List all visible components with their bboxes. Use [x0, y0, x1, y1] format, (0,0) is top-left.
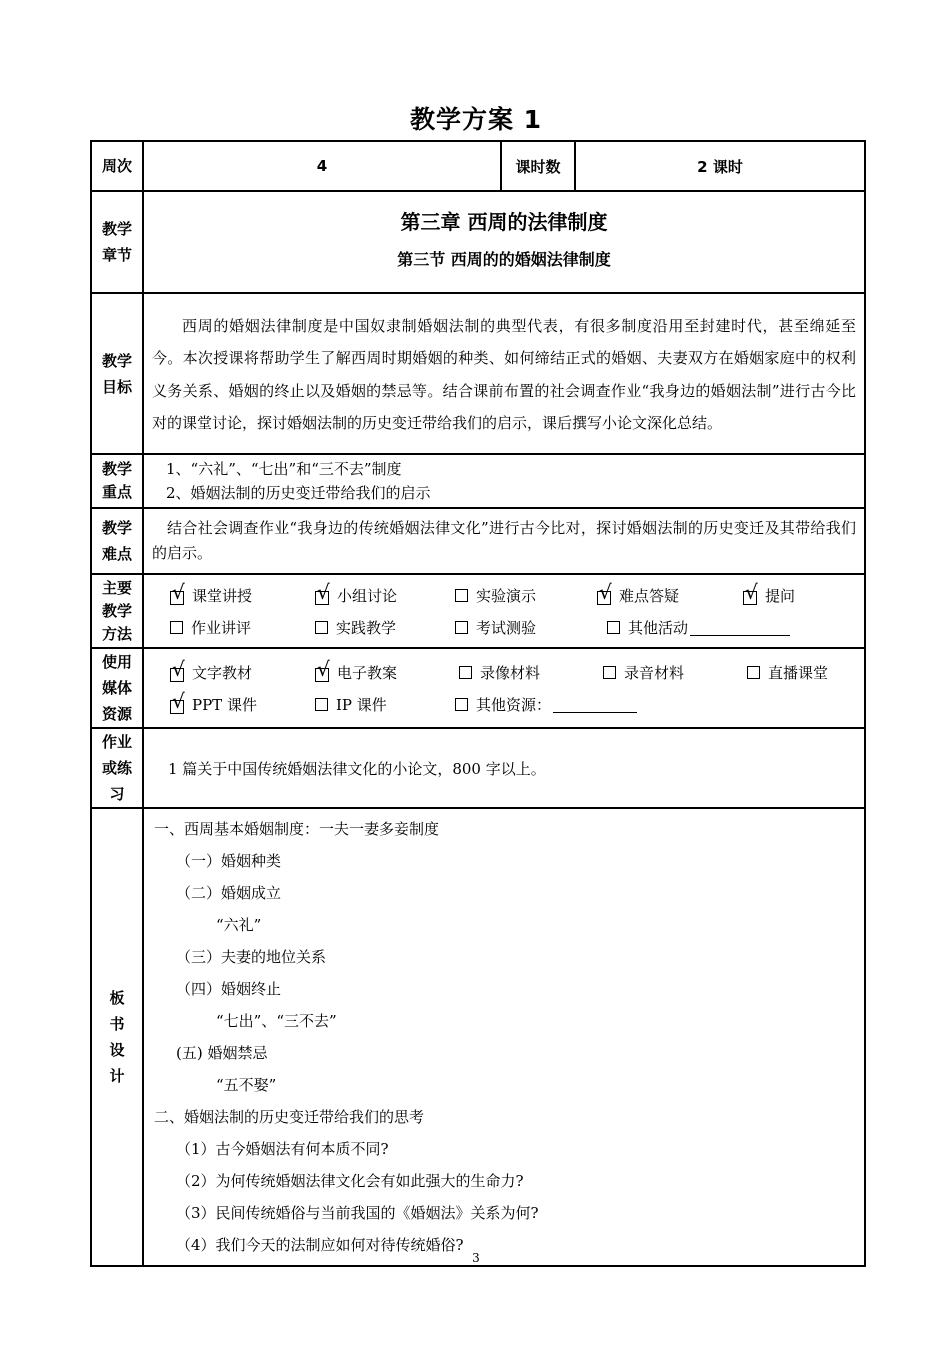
media-option[interactable] [315, 657, 459, 683]
board-line: （1）古今婚姻法有何本质不同? [176, 1140, 389, 1158]
media-option-label: 直播课堂 [768, 663, 829, 682]
board-line: （4）我们今天的法制应如何对待传统婚俗? [176, 1236, 464, 1254]
media-label [91, 648, 143, 728]
difficulty-cell [143, 508, 865, 574]
media-row-2 [170, 691, 864, 717]
chapter-row [91, 191, 865, 293]
methods-row-1 [170, 582, 864, 608]
media-option[interactable] [459, 662, 603, 683]
board-line: （四）婚姻终止 [176, 980, 282, 998]
media-option-label: 文字教材 [192, 663, 253, 682]
methods-row-2 [170, 614, 864, 640]
methods-cell [143, 574, 865, 648]
empty-box-icon [603, 666, 616, 679]
board-line: （3）民间传统婚俗与当前我国的《婚姻法》关系为何? [176, 1204, 539, 1222]
board-lines [144, 809, 864, 1265]
board-line: 二、婚姻法制的历史变迁带给我们的思考 [154, 1108, 425, 1126]
board-line: (五) 婚姻禁忌 [176, 1044, 268, 1062]
media-option-label: 电子教案 [337, 663, 398, 682]
empty-box-icon [455, 589, 468, 602]
method-option-label: 课堂讲授 [192, 586, 253, 605]
method-option[interactable] [315, 617, 455, 638]
board-line: 一、西周基本婚姻制度：一夫一妻多妾制度 [154, 820, 440, 838]
chapter-title: 第三章 西周的法律制度 [400, 210, 608, 234]
checked-box-icon: √ [172, 657, 185, 681]
empty-box-icon [315, 698, 328, 711]
method-option[interactable] [455, 585, 597, 606]
board-line: （三）夫妻的地位关系 [176, 948, 327, 966]
method-option[interactable] [607, 617, 790, 638]
methods-label [91, 574, 143, 648]
checked-box-icon: √ [599, 580, 612, 604]
empty-box-icon [455, 698, 468, 711]
board-line: （一）婚姻种类 [176, 852, 282, 870]
media-row [91, 648, 865, 728]
goal-cell [143, 293, 865, 454]
media-option-label: 录像材料 [480, 663, 541, 682]
method-option-label: 提问 [765, 586, 796, 605]
difficulty-text: 结合社会调查作业“我身边的传统婚姻法律文化”进行古今比对，探讨婚姻法制的历史变迁及其带给我们的启示。 [152, 519, 856, 562]
media-option[interactable] [603, 662, 747, 683]
method-option-label: 小组讨论 [337, 586, 398, 605]
section-title: 第三节 西周的的婚姻法律制度 [397, 250, 611, 269]
empty-box-icon [455, 621, 468, 634]
homework-row [91, 728, 865, 808]
board-label-text: 板 书 设 计 [109, 989, 125, 1085]
lesson-plan-table [90, 140, 866, 1267]
board-row [91, 808, 865, 1266]
empty-box-icon [315, 621, 328, 634]
board-line: “五不娶” [216, 1076, 277, 1094]
method-option-label: 实践教学 [336, 618, 397, 637]
homework-cell [143, 728, 865, 808]
media-cell [143, 648, 865, 728]
method-option-label: 作业讲评 [191, 618, 252, 637]
empty-box-icon [170, 621, 183, 634]
empty-box-icon [459, 666, 472, 679]
board-cell [143, 808, 865, 1266]
week-row [91, 141, 865, 191]
hours-value: 2 课时 [575, 141, 865, 191]
difficulty-label-text: 教学 难点 [101, 519, 132, 563]
method-option[interactable] [597, 580, 743, 606]
other-resource-blank[interactable] [553, 696, 637, 713]
board-label [91, 808, 143, 1266]
media-option-label: IP 课件 [336, 695, 387, 714]
hours-label: 课时数 [501, 141, 575, 191]
chapter-label-text: 教学 章节 [101, 220, 132, 264]
key-points-row [91, 454, 865, 508]
method-option[interactable] [170, 617, 315, 638]
methods-label-text: 主要 教学 方法 [101, 578, 132, 643]
board-line: “七出”、“三不去” [216, 1012, 337, 1030]
method-option[interactable] [455, 617, 607, 638]
difficulty-label [91, 508, 143, 574]
methods-row [91, 574, 865, 648]
method-option[interactable] [170, 580, 315, 606]
checked-box-icon: √ [317, 580, 330, 604]
homework-label-text: 作业 或练 习 [101, 733, 132, 803]
key-point-item: 2、婚姻法制的历史变迁带给我们的启示 [166, 484, 431, 502]
checked-box-icon: √ [745, 580, 758, 604]
other-activity-blank[interactable] [690, 619, 790, 636]
goal-label [91, 293, 143, 454]
media-option[interactable] [170, 689, 315, 715]
media-option-label: 其他资源： [476, 695, 552, 714]
empty-box-icon [747, 666, 760, 679]
method-option[interactable] [743, 580, 796, 606]
difficulty-row [91, 508, 865, 574]
board-line: （2）为何传统婚姻法律文化会有如此强大的生命力? [176, 1172, 524, 1190]
homework-text: 1 篇关于中国传统婚姻法律文化的小论文，800 字以上。 [168, 759, 546, 778]
key-points-cell [143, 454, 865, 508]
media-option[interactable] [170, 657, 315, 683]
media-row-1 [170, 659, 864, 685]
method-option-label: 实验演示 [476, 586, 537, 605]
method-option-label: 其他活动 [628, 618, 689, 637]
key-points-label [91, 454, 143, 508]
chapter-cell [143, 191, 865, 293]
week-label: 周次 [91, 141, 143, 191]
checked-box-icon: √ [317, 657, 330, 681]
method-option[interactable] [315, 580, 455, 606]
key-point-item: 1、“六礼”、“七出”和“三不去”制度 [166, 460, 402, 478]
homework-label [91, 728, 143, 808]
media-option-label: 录音材料 [624, 663, 685, 682]
goal-label-text: 教学 目标 [101, 351, 132, 396]
media-option[interactable] [455, 694, 637, 715]
method-option-label: 难点答疑 [619, 586, 680, 605]
chapter-label [91, 191, 143, 293]
week-value: 4 [143, 141, 501, 191]
key-points-label-text: 教学 重点 [101, 460, 132, 501]
media-option[interactable] [747, 662, 828, 683]
goal-text: 西周的婚姻法律制度是中国奴隶制婚姻法制的典型代表，有很多制度沿用至封建时代，甚至绵延至今。本次授课将帮助学生了解西周时期婚姻的种类、如何缔结正式的婚姻、夫妻双方在婚姻家庭中的权利义务关系、婚姻的终止以及婚姻的禁忌等。结合课前布置的社会调查作业“我身边的婚姻法制”进行古今比对的课堂讨论，探讨婚姻法制的历史变迁带给我们的启示，课后撰写小论文深化总结。 [152, 316, 856, 432]
goal-row [91, 293, 865, 454]
document-title: 教学方案 1 [409, 105, 543, 134]
checked-box-icon: √ [172, 580, 185, 604]
page-number: 3 [472, 1251, 480, 1265]
media-option-label: PPT 课件 [192, 695, 257, 714]
board-line: “六礼” [216, 916, 262, 934]
empty-box-icon [607, 621, 620, 634]
board-line: （二）婚姻成立 [176, 884, 282, 902]
checked-box-icon: √ [172, 689, 185, 713]
method-option-label: 考试测验 [476, 618, 537, 637]
media-option[interactable] [315, 694, 455, 715]
media-label-text: 使用 媒体 资源 [101, 653, 132, 723]
